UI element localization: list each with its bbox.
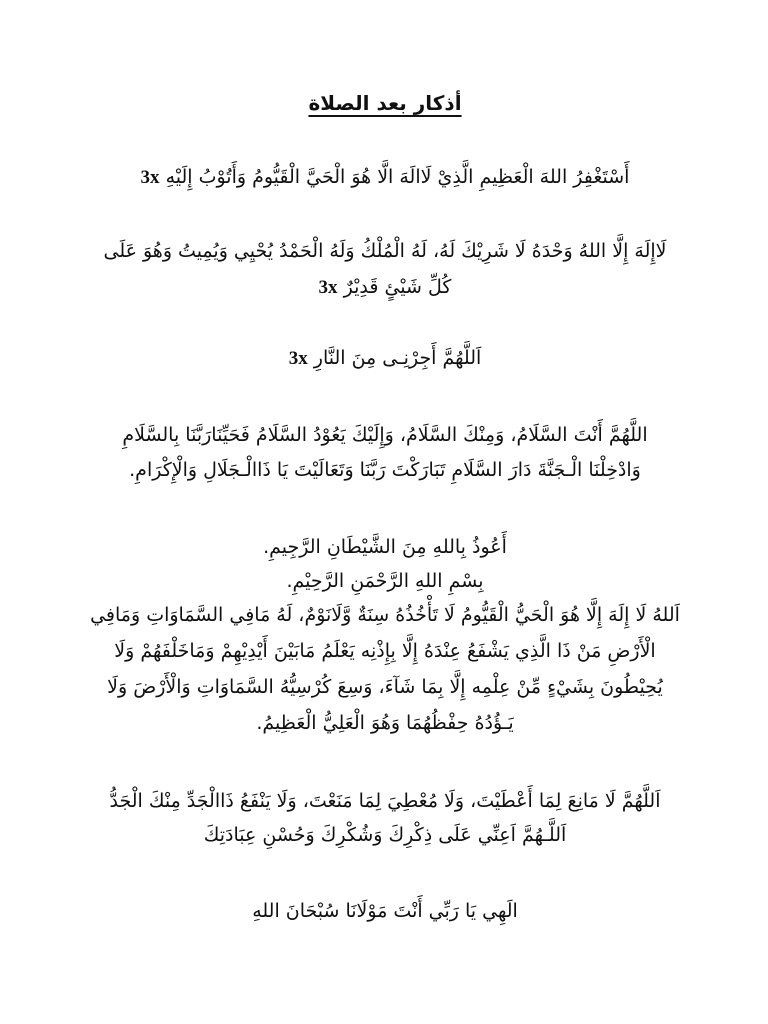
salam-line-2: وَادْخِلْنَا الْـجَنَّةَ دَارَ السَّلَامِ تَبَارَكْتَ رَبَّنَا وَتَعَالَيْتَ يَا ذَاالْـجَلَالِ وَالْإِكْرَامِ. (129, 459, 641, 481)
ajirni-line-1 (90, 343, 680, 374)
ayat-kursi-line-1: اَللهُ لَا إِلَهَ إِلَّا هُوَ الْحَيُّ الْقَيُّومُ لَا تَأْخُذُهُ سِنَةٌ وَّلَانَوْمٌ، لَهُ مَافِي السَّمَاوَاتِ وَمَافِي (90, 604, 680, 626)
ayat-kursi-line-3: يُحِيْطُونَ بِشَيْءٍ مِّنْ عِلْمِه إِلَّا بِمَا شَآءَ، وَسِعَ كُرْسِيُّهُ السَّمَاوَاتِ وَالْأَرْضَ وَلَا (107, 676, 663, 698)
ajirni-text: اَللَّهُمَّ أَجِرْنِـى مِنَ النَّارِ (313, 347, 482, 369)
taawwudh-line: أَعُوذُ بِاللهِ مِنَ الشَّيْطَانِ الرَّجِيمِ. (263, 536, 507, 558)
repetition-marker: 3x (288, 348, 308, 369)
istighfar-text: أَسْتَغْفِرُ اللهَ الْعَظِيمِ الَّذِيْ لَاالَهَ الَّا هُوَ الْحَيَّ الْقَيُّومُ وَأَتُوْبُ إِلَيْهِ (165, 166, 630, 188)
salam-line-1: اللَّهُمَّ أَنْتَ السَّلَامُ، وَمِنْكَ السَّلَامُ، وَإِلَيْكَ يَعُوْدُ السَّلَامُ فَحَيِّنَارَبَّنَا بِالسَّلَامِ (122, 424, 648, 446)
tahlil-line-2-text: كُلِّ شَيْئٍ قَدِيْرٌ (343, 276, 452, 298)
istighfar-line-1 (90, 162, 680, 193)
tahlil-line-1: لَاإِلَهَ إِلَّا اللهُ وَحْدَهُ لَا شَرِيْكَ لَهُ، لَهُ الْمُلْكُ وَلَهُ الْحَمْدُ يُحْيِي وَيُمِيتُ وَهُوَ عَلَى (103, 240, 667, 262)
ayat-kursi-line-4: يَـؤُدُهُ حِفْظُهُمَا وَهُوَ الْعَلِيُّ الْعَظِيمُ. (256, 712, 514, 734)
document-page (90, 0, 680, 1024)
ilahi-line-1: الَهِي يَا رَبِّي أَنْتَ مَوْلَانَا سُبْحَانَ اللهِ (252, 900, 518, 922)
repetition-marker: 3x (318, 277, 338, 298)
tahlil-line-2 (90, 272, 680, 303)
basmala-line: بِسْمِ اللهِ الرَّحْمَنِ الرَّحِيْمِ. (286, 570, 484, 592)
ayat-kursi-line-2: الْأَرْضِ مَنْ ذَا الَّذِي يَشْفَعُ عِنْدَهُ إِلَّا بِإِذْنِه يَعْلَمُ مَابَيْنَ أَيْدِيْهِمْ وَمَاخَلْفَهُمْ وَلَا (114, 640, 656, 662)
mani-line-2: اَللَّـهُمَّ اَعِنِّي عَلَى ذِكْرِكَ وَشُكْرِكَ وَحُسْنِ عِبَادَتِكَ (203, 824, 567, 846)
page-title: أذكار بعد الصلاة (308, 91, 462, 115)
mani-line-1: اَللَّهُمَّ لَا مَانِعَ لِمَا أَعْطَيْتَ، وَلَا مُعْطِيَ لِمَا مَنَعْتَ، وَلَا يَنْفَعُ ذَاالْجَدِّ مِنْكَ الْجَدُّ (109, 790, 661, 812)
repetition-marker: 3x (140, 167, 160, 188)
